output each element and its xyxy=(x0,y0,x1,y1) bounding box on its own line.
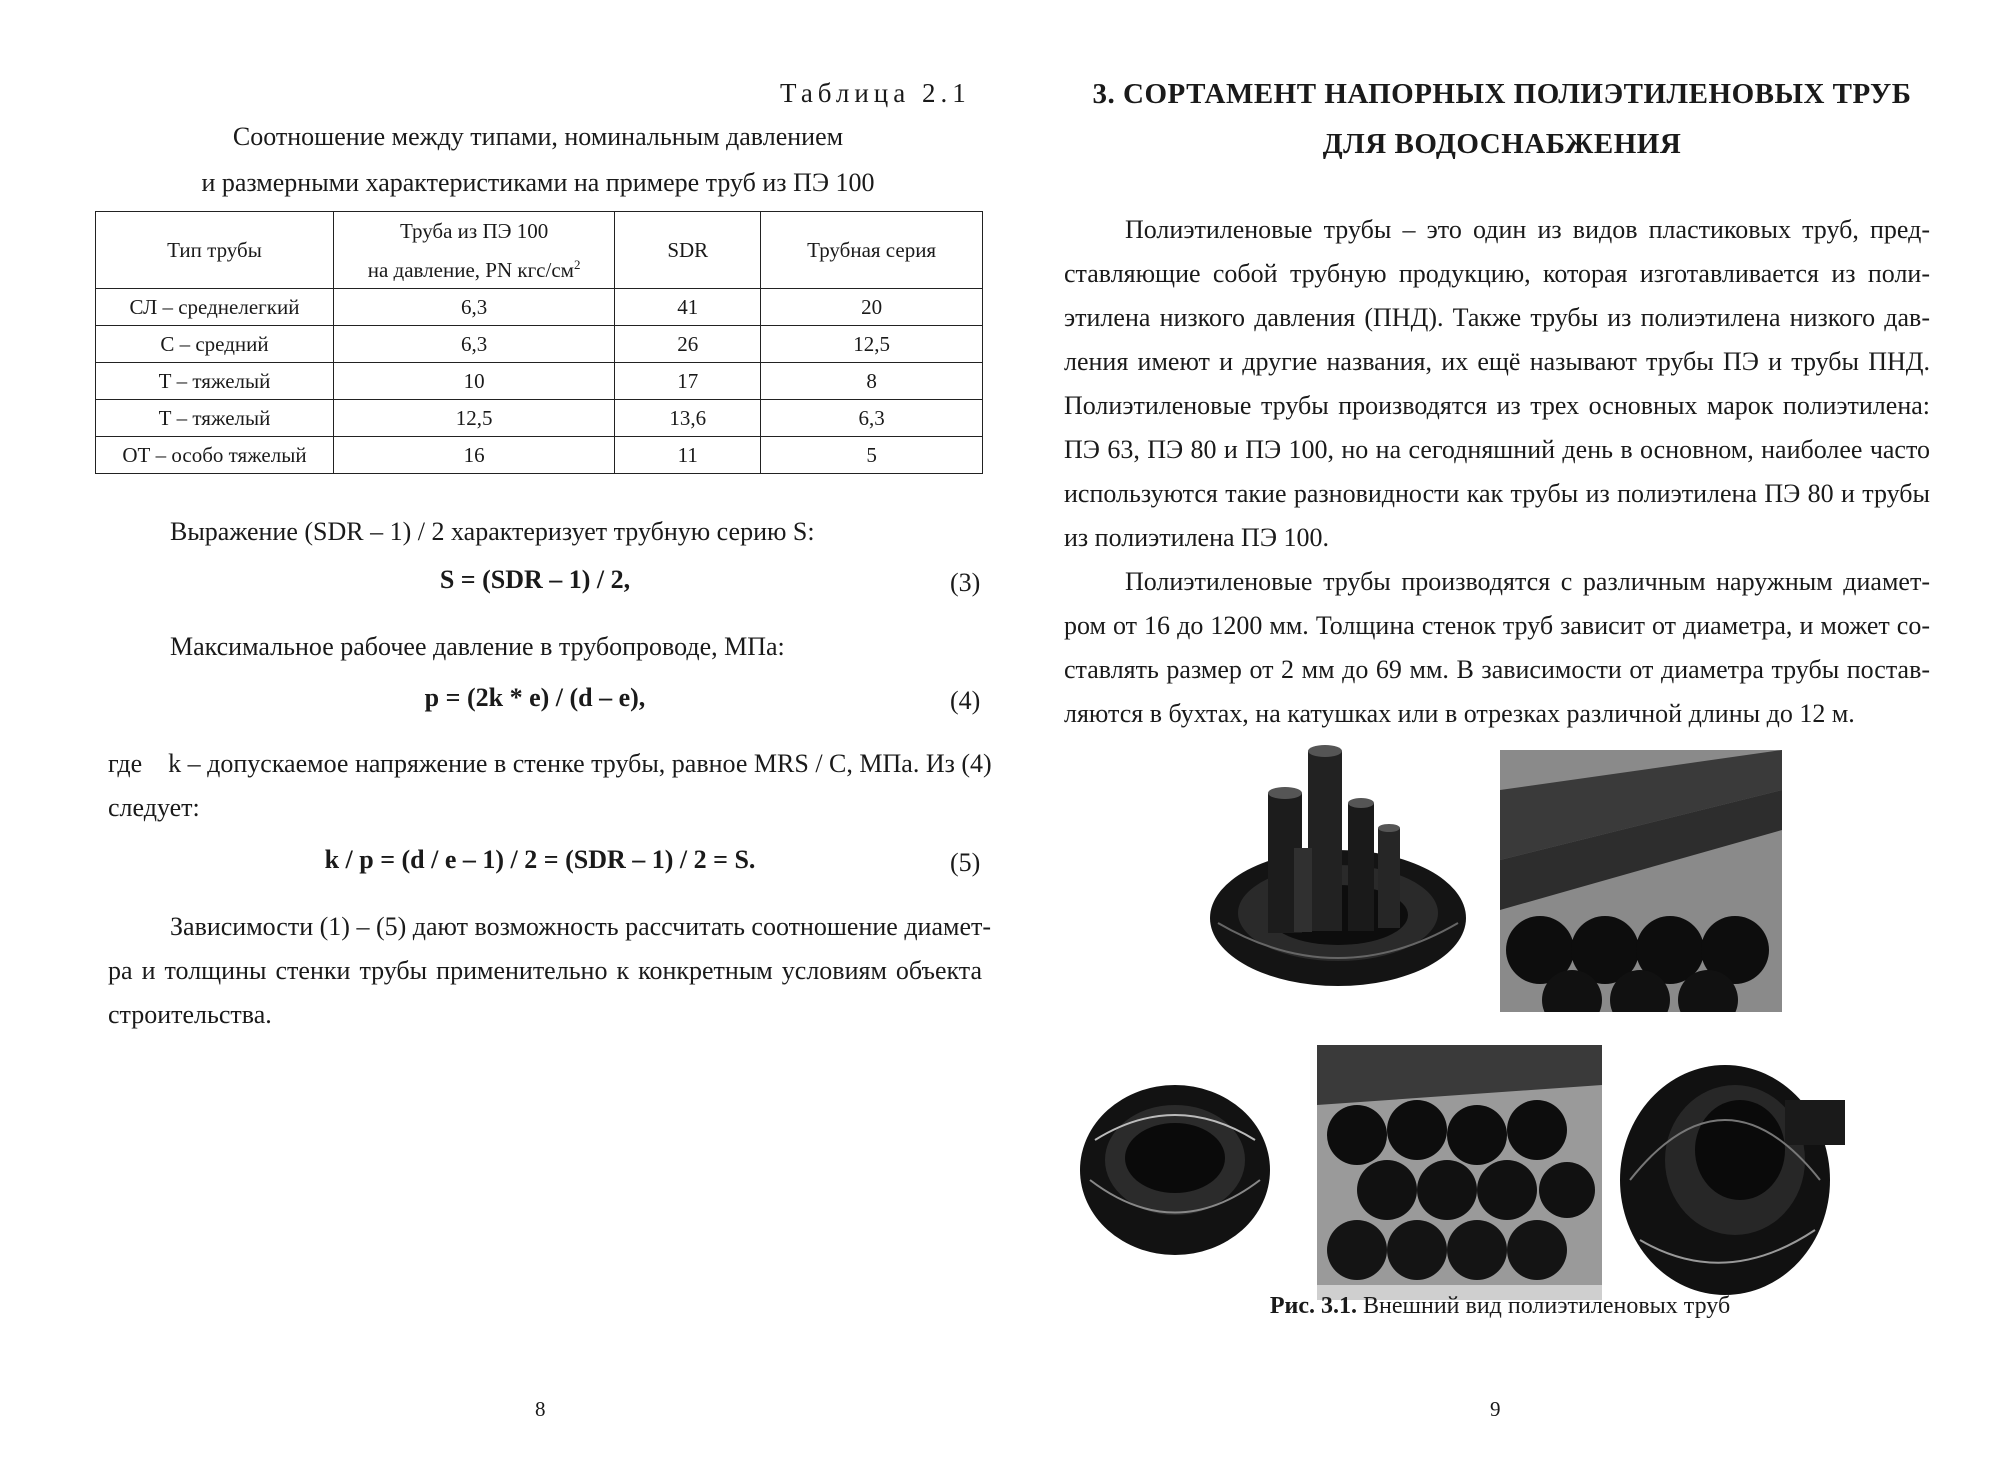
cell-type: ОТ – особо тяжелый xyxy=(96,437,334,474)
pipe-stack-1-graphic xyxy=(1500,750,1782,1012)
header-type: Тип трубы xyxy=(96,212,334,289)
cell-sdr: 26 xyxy=(615,326,761,363)
table-title-line: Соотношение между типами, номинальным давлением xyxy=(232,122,844,151)
section-heading-line: ДЛЯ ВОДОСНАБЖЕНИЯ xyxy=(1322,128,1682,160)
header-pn xyxy=(333,212,614,289)
paragraph2-line: ром от 16 до 1200 мм. Толщина стенок труб зависит от диаметра, и может со- xyxy=(1064,611,1930,640)
formula-4-number: (4) xyxy=(950,686,981,715)
formula-5: k / p = (d / e – 1) / 2 = (SDR – 1) / 2 = S. xyxy=(324,845,756,874)
max-pressure-text: Максимальное рабочее давление в трубопроводе, МПа: xyxy=(170,632,785,661)
paragraph2-line: ставлять размер от 2 мм до 69 мм. В зависимости от диаметра трубы постав- xyxy=(1064,655,1930,684)
paragraph1-line: этилена низкого давления (ПНД). Также трубы из полиэтилена низкого дав- xyxy=(1064,303,1930,332)
conclusion-line: строительства. xyxy=(108,1000,272,1029)
page-number-left: 8 xyxy=(535,1397,546,1421)
cell-pn: 6,3 xyxy=(333,326,614,363)
figure-caption-text: Внешний вид полиэтиленовых труб xyxy=(1356,1293,1731,1319)
cell-sdr: 11 xyxy=(615,437,761,474)
header-pn-line2: на давление, PN кгс/см xyxy=(367,257,574,282)
pipe-stack-2-graphic xyxy=(1317,1045,1602,1300)
table-title-line: и размерными характеристиками на примере труб из ПЭ 100 xyxy=(201,168,875,197)
photo-pipe-coil-small xyxy=(1075,1060,1275,1260)
formula-5-number: (5) xyxy=(950,848,981,877)
cell-type: С – средний xyxy=(96,326,334,363)
table-row xyxy=(96,326,983,363)
conclusion-line: Зависимости (1) – (5) дают возможность рассчитать соотношение диамет- xyxy=(170,912,992,941)
photo-pipe-stack-1 xyxy=(1500,750,1782,1012)
paragraph1-line: используются такие разновидности как трубы из полиэтилена ПЭ 80 и трубы xyxy=(1064,479,1930,508)
photo-pipe-stack-2 xyxy=(1317,1045,1602,1300)
paragraph1-line: Полиэтиленовые трубы производятся из трех основных марок полиэтилена: xyxy=(1064,391,1930,420)
header-pn-line1: Труба из ПЭ 100 xyxy=(399,218,549,243)
paragraph1-line: ставляющие собой трубную продукцию, которая изготавливается из поли- xyxy=(1064,259,1930,288)
conclusion-line: ра и толщины стенки трубы применительно к конкретным условиям объекта xyxy=(108,956,982,985)
cell-series: 8 xyxy=(761,363,983,400)
table-row xyxy=(96,400,983,437)
paragraph1-line: из полиэтилена ПЭ 100. xyxy=(1064,523,1329,552)
cell-pn: 16 xyxy=(333,437,614,474)
table-header-row xyxy=(96,212,983,289)
table-row xyxy=(96,363,983,400)
cell-sdr: 13,6 xyxy=(615,400,761,437)
table-row xyxy=(96,289,983,326)
formula-3-number: (3) xyxy=(950,568,981,597)
pipe-coil-large-graphic xyxy=(1615,1040,1855,1300)
where-text-line2: следует: xyxy=(108,793,200,822)
header-sdr: SDR xyxy=(615,212,761,289)
cell-series: 6,3 xyxy=(761,400,983,437)
table-caption: Таблица 2.1 xyxy=(780,78,971,108)
header-series: Трубная серия xyxy=(761,212,983,289)
cell-sdr: 41 xyxy=(615,289,761,326)
cell-series: 12,5 xyxy=(761,326,983,363)
where-text-line1: где k – допускаемое напряжение в стенке трубы, равное MRS / C, МПа. Из (4) xyxy=(108,749,992,778)
cell-series: 5 xyxy=(761,437,983,474)
cell-type: СЛ – среднелегкий xyxy=(96,289,334,326)
page-number-right: 9 xyxy=(1490,1397,1501,1421)
pipe-coil-upright-graphic xyxy=(1198,733,1478,1003)
pipe-types-table xyxy=(95,211,983,474)
formula-3: S = (SDR – 1) / 2, xyxy=(439,565,631,594)
paragraph2-line: ляются в бухтах, на катушках или в отрезках различной длины до 12 м. xyxy=(1064,699,1855,728)
cell-series: 20 xyxy=(761,289,983,326)
photo-pipe-coil-upright xyxy=(1198,733,1478,1003)
pipe-coil-small-graphic xyxy=(1075,1060,1275,1260)
section-heading-line: 3. СОРТАМЕНТ НАПОРНЫХ ПОЛИЭТИЛЕНОВЫХ ТРУБ xyxy=(1092,78,1912,110)
cell-pn: 10 xyxy=(333,363,614,400)
paragraph1-line: ления имеют и другие названия, их ещё называют трубы ПЭ и трубы ПНД. xyxy=(1064,347,1930,376)
expression-text: Выражение (SDR – 1) / 2 характеризует трубную серию S: xyxy=(170,517,815,546)
paragraph1-line: ПЭ 63, ПЭ 80 и ПЭ 100, но на сегодняшний день в основном, наиболее часто xyxy=(1064,435,1930,464)
figure-caption-label: Рис. 3.1. xyxy=(1269,1293,1357,1319)
cell-sdr: 17 xyxy=(615,363,761,400)
formula-4: p = (2k * e) / (d – e), xyxy=(424,683,646,712)
table-row xyxy=(96,437,983,474)
cell-pn: 12,5 xyxy=(333,400,614,437)
cell-pn: 6,3 xyxy=(333,289,614,326)
paragraph1-line: Полиэтиленовые трубы – это один из видов пластиковых труб, пред- xyxy=(1125,215,1930,244)
header-pn-sup: 2 xyxy=(573,256,581,272)
photo-pipe-coil-large xyxy=(1615,1040,1855,1300)
cell-type: Т – тяжелый xyxy=(96,400,334,437)
cell-type: Т – тяжелый xyxy=(96,363,334,400)
figure-caption xyxy=(1000,1293,2000,1320)
paragraph2-line: Полиэтиленовые трубы производятся с различным наружным диамет- xyxy=(1125,567,1930,596)
